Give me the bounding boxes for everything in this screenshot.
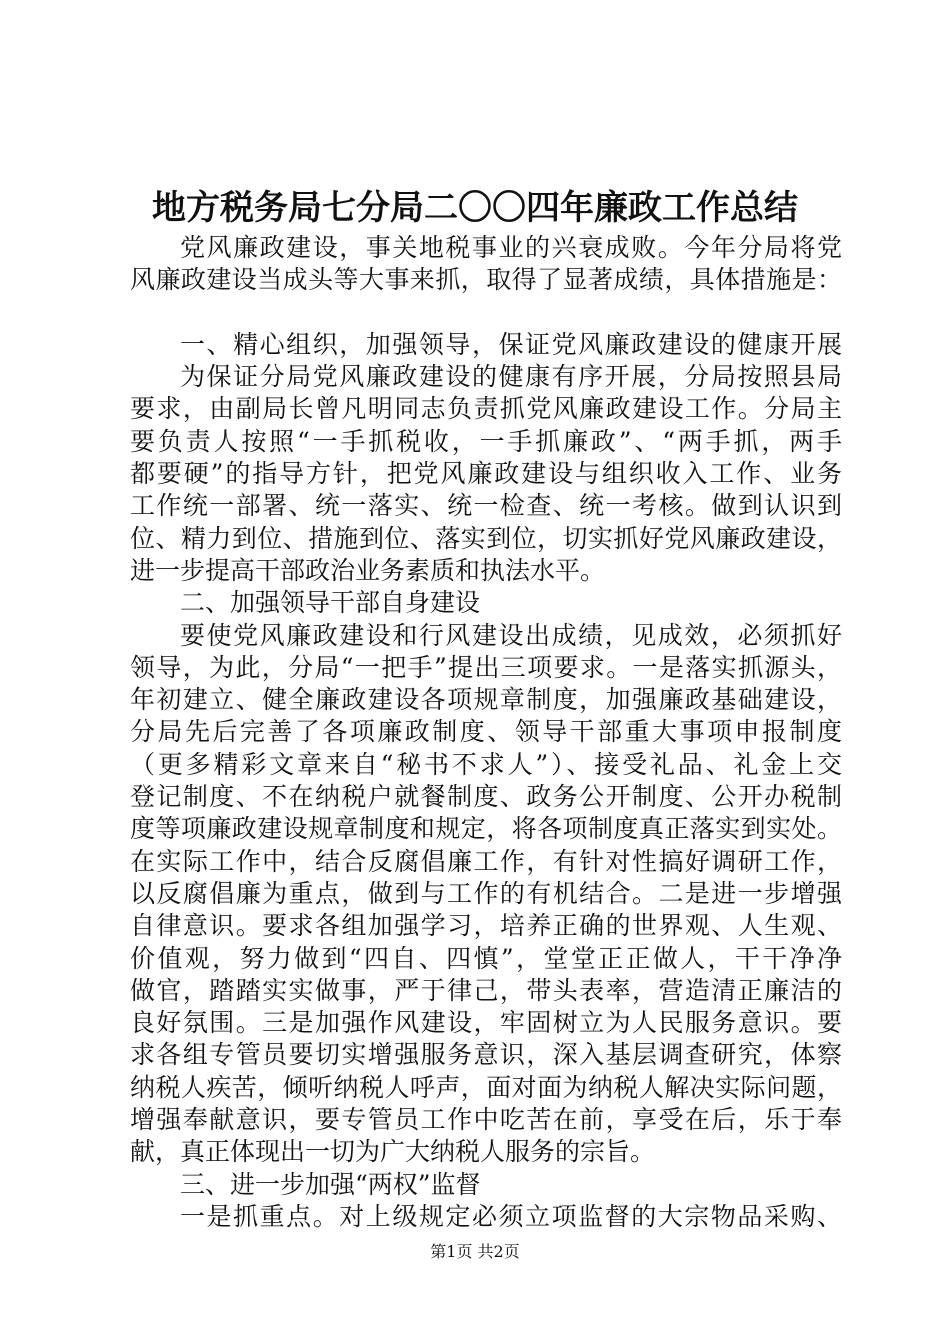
paragraph-line: 风廉政建设当成头等大事来抓，取得了显著成绩，具体措施是： [130, 265, 842, 295]
blank-line [130, 297, 842, 329]
paragraph-line: 增强奉献意识，要专管员工作中吃苦在前，享受在后，乐于奉 [130, 1105, 842, 1135]
paragraph-line: 做官，踏踏实实做事，严于律己，带头表率，营造清正廉洁的 [130, 975, 842, 1005]
paragraph-line: 要使党风廉政建设和行风建设出成绩，见成效，必须抓好 [180, 620, 842, 650]
page-number-footer: 第1页 共2页 [430, 1242, 520, 1261]
paragraph-line: 纳税人疾苦，倾听纳税人呼声，面对面为纳税人解决实际问题， [130, 1072, 842, 1102]
paragraph-line: （更多精彩文章来自“秘书不求人”）、接受礼品、礼金上交 [130, 749, 842, 779]
paragraph-line: 位、精力到位、措施到位、落实到位，切实抓好党风廉政建设， [130, 523, 842, 553]
paragraph-line: 进一步提高干部政治业务素质和执法水平。 [130, 555, 606, 585]
document-body [130, 232, 842, 1233]
paragraph-line: 工作统一部署、统一落实、统一检查、统一考核。做到认识到 [130, 491, 842, 521]
paragraph-line: 为保证分局党风廉政建设的健康有序开展，分局按照县局 [180, 362, 842, 392]
paragraph-line: 度等项廉政建设规章制度和规定，将各项制度真正落实到实处。 [130, 814, 842, 844]
paragraph-line: 党风廉政建设，事关地税事业的兴衰成败。今年分局将党 [180, 233, 842, 262]
paragraph-line: 以反腐倡廉为重点，做到与工作的有机结合。二是进一步增强 [130, 878, 842, 908]
section-heading: 三、进一步加强“两权”监督 [180, 1169, 481, 1199]
paragraph-line: 登记制度、不在纳税户就餐制度、政务公开制度、公开办税制 [130, 782, 842, 812]
paragraph-line: 一是抓重点。对上级规定必须立项监督的大宗物品采购、 [180, 1201, 842, 1231]
paragraph-line: 良好氛围。三是加强作风建设，牢固树立为人民服务意识。要 [130, 1008, 842, 1038]
paragraph-line: 献，真正体现出一切为广大纳税人服务的宗旨。 [130, 1137, 656, 1167]
document-title: 地方税务局七分局二〇〇四年廉政工作总结 [152, 188, 798, 228]
paragraph-line: 都要硬”的指导方针，把党风廉政建设与组织收入工作、业务 [130, 459, 842, 489]
paragraph-line: 价值观，努力做到“四自、四慎”，堂堂正正做人，干干净净 [130, 943, 842, 973]
paragraph-line: 在实际工作中，结合反腐倡廉工作，有针对性搞好调研工作， [130, 846, 842, 876]
paragraph-line: 年初建立、健全廉政建设各项规章制度，加强廉政基础建设， [130, 685, 842, 715]
paragraph-line: 要求，由副局长曾凡明同志负责抓党风廉政建设工作。分局主 [130, 394, 842, 424]
paragraph-line: 领导，为此，分局“一把手”提出三项要求。一是落实抓源头， [130, 652, 842, 682]
section-heading: 一、精心组织，加强领导，保证党风廉政建设的健康开展 [180, 329, 842, 359]
paragraph-line: 分局先后完善了各项廉政制度、领导干部重大事项申报制度 [130, 717, 842, 747]
paragraph-line: 要负责人按照“一手抓税收，一手抓廉政”、“两手抓，两手 [130, 426, 842, 456]
section-heading: 二、加强领导干部自身建设 [180, 588, 481, 618]
paragraph-line: 自律意识。要求各组加强学习，培养正确的世界观、人生观、 [130, 911, 842, 941]
paragraph-line: 求各组专管员要切实增强服务意识，深入基层调查研究，体察 [130, 1040, 842, 1070]
